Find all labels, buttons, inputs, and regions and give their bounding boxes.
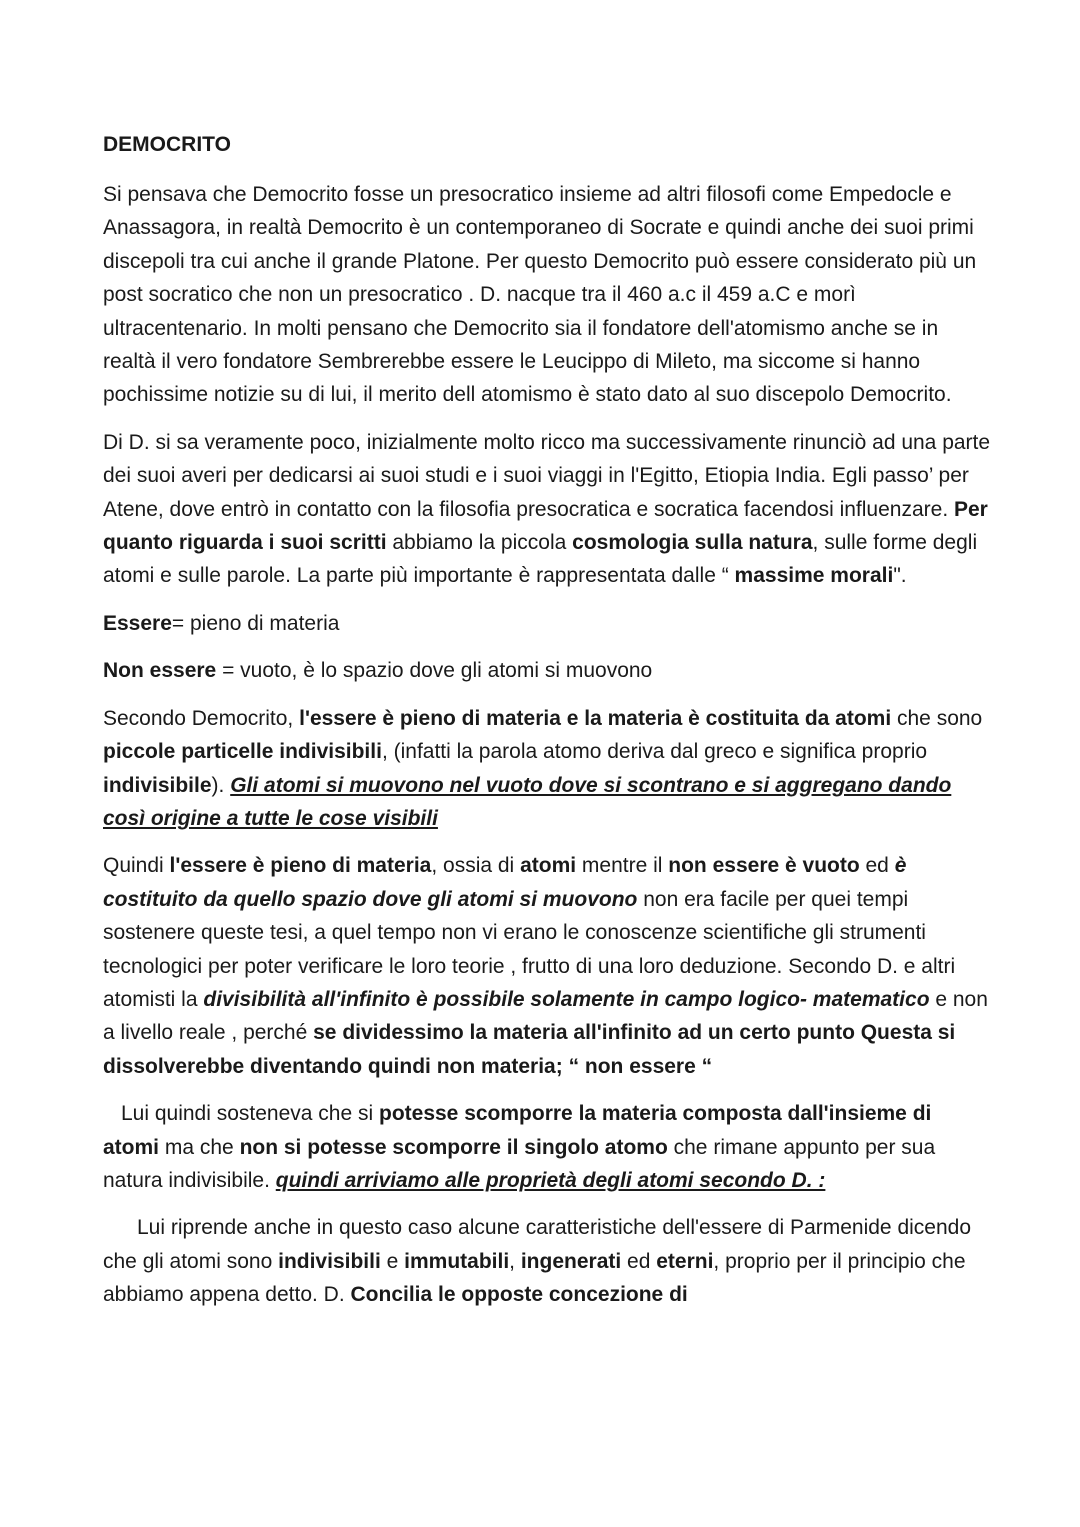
paragraph-properties: Lui riprende anche in questo caso alcune caratteristiche dell'essere di Parmenide dicendo che gli atomi sono indivisibili e immutabili, ingenerati ed eterni, proprio per il principio che abbiamo appena detto. D. Concilia le opposte concezione di bbox=[103, 1216, 972, 1307]
definition-essere: Essere= pieno di materia bbox=[103, 611, 340, 635]
paragraph-biography: Di D. si sa veramente poco, inizialmente molto ricco ma successivamente rinunciò ad una parte dei suoi averi per dedicarsi ai suoi studi e i suoi viaggi in l'Egitto, Etiopia India. Egli passo’ per Atene, dove entrò in contatto con la filosofia presocratica e socratica facendosi influenzare. Per quanto riguarda i suoi scritti abbiamo la piccola cosmologia sulla natura, sulle forme degli atomi e sulle parole. La parte più importante è rappresentata dalle “ massime morali". bbox=[103, 430, 991, 588]
definition-non-essere: Non essere = vuoto, è lo spazio dove gli atomi si muovono bbox=[103, 659, 653, 683]
paragraph-decomposition: Lui quindi sosteneva che si potesse scomporre la materia composta dall'insieme di atomi ma che non si potesse scomporre il singolo atomo che rimane appunto per sua natura indivisibile. quindi arriviamo alle proprietà degli atomi secondo D. : bbox=[103, 1102, 936, 1192]
document-page bbox=[103, 126, 993, 1326]
document-title: DEMOCRITO bbox=[103, 133, 231, 156]
paragraph-void: Quindi l'essere è pieno di materia, ossia di atomi mentre il non essere è vuoto ed è costituito da quello spazio dove gli atomi si muovono non era facile per quei tempi sostenere queste tesi, a quel tempo non vi erano le conoscenze scientifiche gli strumenti tecnologici per poter verificare le loro teorie , frutto di una loro deduzione. Secondo D. e altri atomisti la divisibilità all'infinito è possibile solamente in campo logico- matematico e non a livello reale , perché se dividessimo la materia all'infinito ad un certo punto Questa si dissolverebbe diventando quindi non materia; “ non essere “ bbox=[103, 854, 988, 1078]
paragraph-atoms: Secondo Democrito, l'essere è pieno di materia e la materia è costituita da atomi che sono piccole particelle indivisibili, (infatti la parola atomo deriva dal greco e significa proprio indivisibile). Gli atomi si muovono nel vuoto dove si scontrano e si aggregano dando così origine a tutte le cose visibili bbox=[103, 706, 983, 830]
paragraph-introduction: Si pensava che Democrito fosse un presocratico insieme ad altri filosofi come Empedocle e Anassagora, in realtà Democrito è un contemporaneo di Socrate e quindi anche dei suoi primi discepoli tra cui anche il grande Platone. Per questo Democrito può essere considerato più un post socratico che non un presocratico . D. nacque tra il 460 a.c il 459 a.C e morì ultracentenario. In molti pensano che Democrito sia il fondatore dell'atomismo anche se in realtà il vero fondatore Sembrerebbe essere le Leucippo di Mileto, ma siccome si hanno pochissime notizie su di lui, il merito dell atomismo è stato dato al suo discepolo Democrito. bbox=[103, 183, 977, 407]
